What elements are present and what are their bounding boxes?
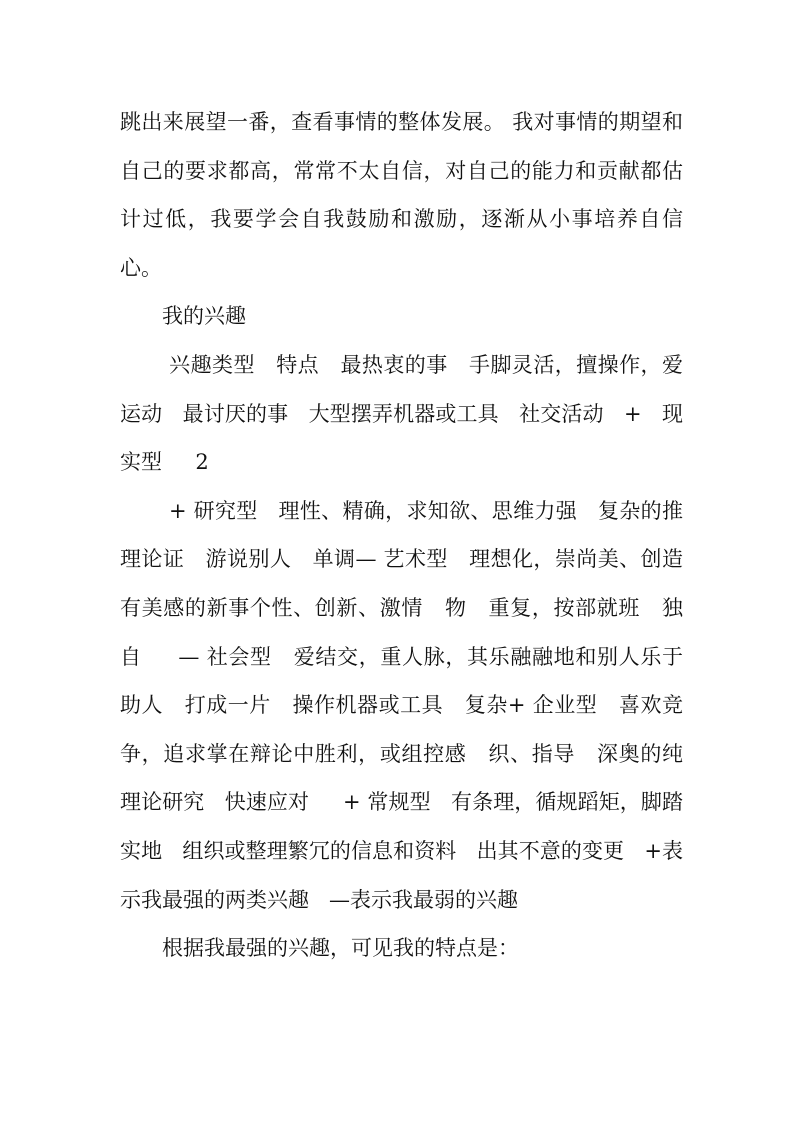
paragraph-conclusion: 根据我最强的兴趣，可见我的特点是： xyxy=(162,936,519,961)
paragraph-self-reflection: 跳出来展望一番，查看事情的整体发展。 我对事情的期望和自己的要求都高，常常不太自信，对自己的能力和贡献都估计过低，我要学会自我鼓励和激励，逐渐从小事培养自信心。 xyxy=(120,110,683,280)
paragraph-interest-types: 兴趣类型 特点 最热衷的事 手脚灵活，擅操作，爱运动 最讨厌的事 大型摆弄机器或工具 社交活动 + 现实型 2 xyxy=(120,352,683,475)
document-body xyxy=(120,98,683,973)
section-heading-interests: 我的兴趣 xyxy=(162,304,246,329)
paragraph-interest-details: + 研究型 理性、精确，求知欲、思维力强 复杂的推理论证 游说别人 单调— 艺术型 理想化，崇尚美、创造有美感的新事个性、创新、激情 物 重复，按部就班 独自 — 社会型 爱结交，重人脉，其乐融融地和别人乐于助人 打成一片 操作机器或工具 复杂+ 企业型 喜欢竞争，追求掌在辩论中胜利，或组控感 织、指导 深奥的纯理论研究 快速应对 + 常规型 有条理，循规蹈矩，脚踏实地 组织或整理繁冗的信息和资料 出其不意的变更 +表示我最强的两类兴趣 —表示我最弱的兴趣 xyxy=(120,498,683,912)
